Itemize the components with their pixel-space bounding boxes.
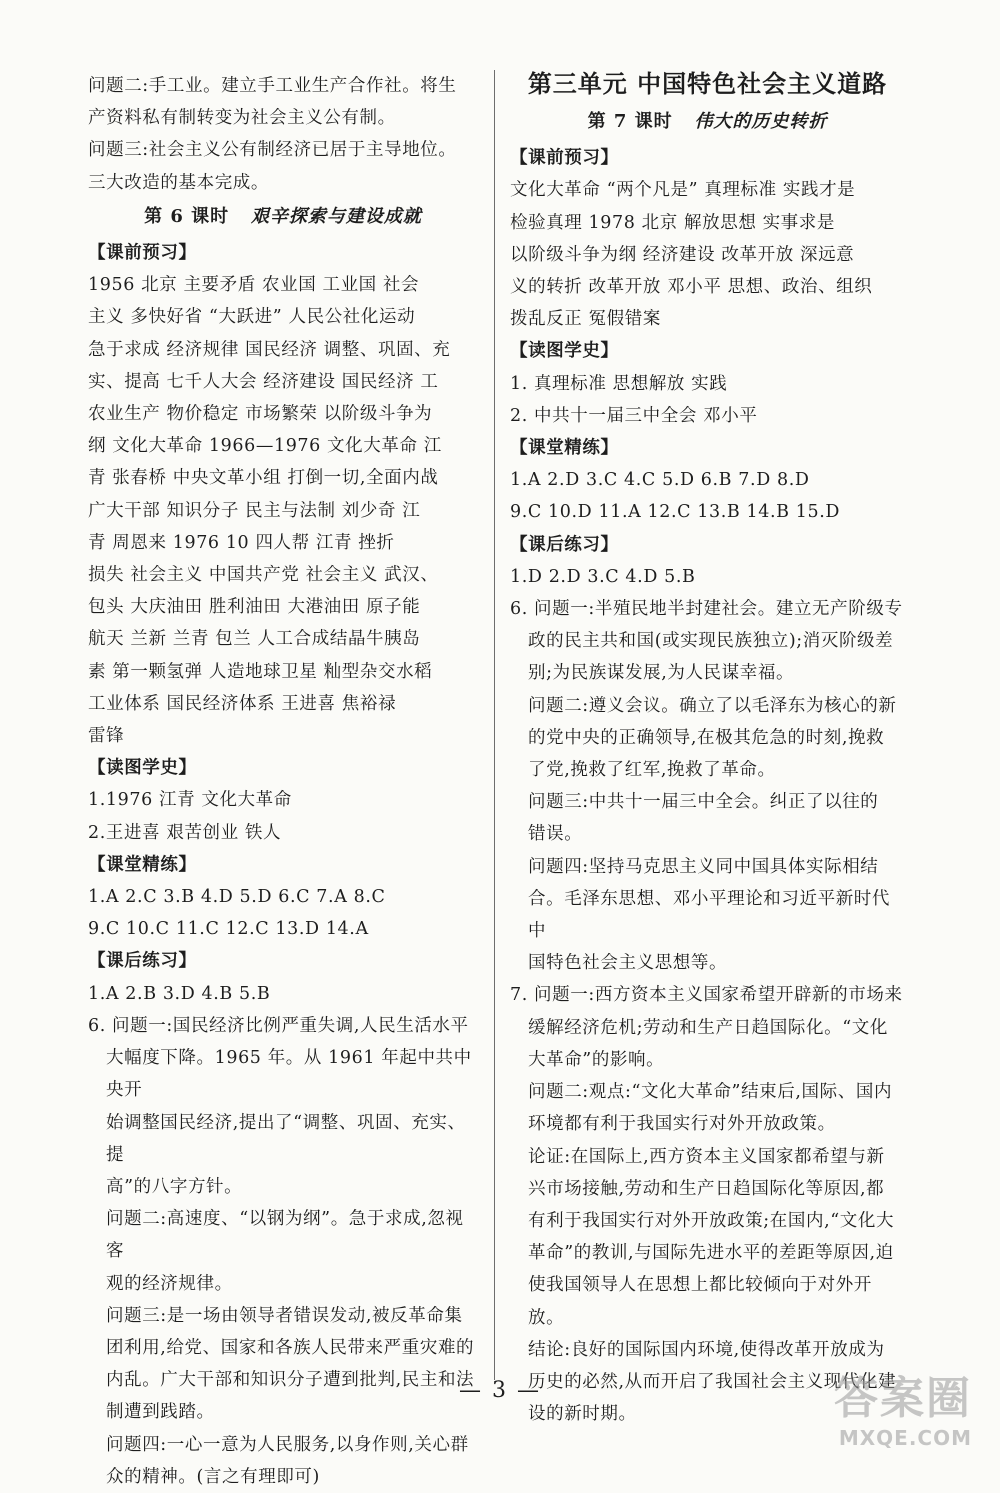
answer-block: [510, 786, 905, 850]
section-line: 急于求成 经济规律 国民经济 调整、巩固、充: [88, 339, 451, 360]
section-line: 检验真理 1978 北京 解放思想 实事求是: [510, 212, 835, 233]
intro-line: 产资料私有制转变为社会主义公有制。: [88, 108, 396, 129]
section-line: 纲 文化大革命 1966—1976 文化大革命 江: [88, 436, 442, 457]
left-sections: [88, 237, 478, 1010]
section-line: 航天 兰新 兰青 包兰 人工合成结晶牛胰岛: [88, 629, 421, 650]
answer-line: 问题三:中共十一届三中全会。纠正了以往的: [528, 792, 879, 813]
answer-block: [510, 979, 905, 1076]
section-line: 实、提高 七千人大会 经济建设 国民经济 工: [88, 371, 439, 392]
section-line: 广大干部 知识分子 民主与法制 刘少奇 江: [88, 500, 421, 521]
unit-title: 第三单元 中国特色社会主义道路: [527, 69, 888, 98]
section-line: 1.A 2.B 3.D 4.B 5.B: [88, 983, 271, 1004]
answer-line: 问题四:坚持马克思主义同中国具体实际相结: [528, 856, 879, 877]
watermark-text: 答案圈: [834, 1373, 972, 1424]
section-line: 包头 大庆油田 胜利油田 大港油田 原子能: [88, 597, 421, 618]
watermark-logo: [828, 1362, 978, 1450]
answer-line: 结论:良好的国际国内环境,使得改革开放成为: [528, 1339, 885, 1360]
section-heading: 【读图学史】: [88, 758, 197, 779]
section-line: 2.王进喜 艰苦创业 铁人: [88, 822, 282, 843]
lesson-7-title: 第 7 课时 伟大的历史转折: [587, 111, 828, 132]
answer-block: [88, 1203, 478, 1300]
answer-line: 了党,挽救了红军,挽救了革命。: [528, 760, 776, 781]
section-line: 青 张春桥 中央文革小组 打倒一切,全面内战: [88, 468, 439, 489]
answer-block: [88, 1300, 478, 1429]
section-heading: 【课后练习】: [510, 534, 619, 555]
section-heading: 【课前预习】: [88, 243, 197, 264]
watermark-url: MXQE.COM: [838, 1426, 972, 1450]
answer-block: [88, 1429, 478, 1493]
answer-line: 问题二:遵义会议。确立了以毛泽东为核心的新: [528, 695, 897, 716]
section-heading: 【课前预习】: [510, 148, 619, 169]
answer-line: 6. 问题一:国民经济比例严重失调,人民生活水平: [88, 1015, 469, 1036]
answer-line: 6. 问题一:半殖民地半封建社会。建立无产阶级专: [510, 599, 903, 620]
section-line: 9.C 10.D 11.A 12.C 13.B 14.B 15.D: [510, 502, 841, 523]
section-line: 主义 多快好省 “大跃进” 人民公社化运动: [88, 307, 416, 328]
section-heading: 【课堂精练】: [88, 854, 197, 875]
answer-line: 问题三:是一场由领导者错误发动,被反革命集: [106, 1305, 463, 1326]
answer-block: [510, 1141, 905, 1334]
section-line: 1. 真理标准 思想解放 实践: [510, 373, 728, 394]
answer-line: 众的精神。(言之有理即可): [106, 1466, 320, 1487]
section-line: 工业体系 国民经济体系 王进喜 焦裕禄: [88, 693, 397, 714]
section-heading: 【课堂精练】: [510, 438, 619, 459]
answer-line: 内乱。广大干部和知识分子遭到批判,民主和法: [106, 1370, 475, 1391]
section-line: 义的转折 改革开放 邓小平 思想、政治、组织: [510, 277, 873, 298]
answer-line: 的党中央的正确领导,在极其危急的时刻,挽救: [528, 727, 885, 748]
answer-line: 环境都有利于我国实行对外开放政策。: [528, 1114, 836, 1135]
answer-line: 兴市场接触,劳动和生产日趋国际化等原因,都: [528, 1178, 885, 1199]
answer-line: 缓解经济危机;劳动和生产日趋国际化。“文化: [528, 1017, 888, 1038]
section-line: 9.C 10.C 11.C 12.C 13.D 14.A: [88, 919, 369, 940]
answer-line: 历史的必然,从而开启了我国社会主义现代化建: [528, 1371, 897, 1392]
answer-line: 始调整国民经济,提出了“调整、巩固、充实、提: [106, 1112, 466, 1165]
section-heading: 【读图学史】: [510, 341, 619, 362]
answer-block: [510, 690, 905, 787]
section-line: 以阶级斗争为纲 经济建设 改革开放 深远意: [510, 244, 855, 265]
left-answers: [88, 1010, 478, 1493]
answer-line: 政的民主共和国(或实现民族独立);消灭阶级差: [528, 631, 894, 652]
answer-line: 设的新时期。: [528, 1404, 637, 1425]
section-line: 素 第一颗氢弹 人造地球卫星 籼型杂交水稻: [88, 661, 433, 682]
left-column: [88, 70, 478, 1493]
answer-line: 问题二:观点:“文化大革命”结束后,国际、国内: [528, 1082, 893, 1103]
intro-line: 三大改造的基本完成。: [88, 172, 269, 193]
answer-block: [510, 593, 905, 690]
answer-line: 错误。: [528, 824, 583, 845]
section-heading: 【课后练习】: [88, 951, 197, 972]
answer-line: 合。毛泽东思想、邓小平理论和习近平新时代中: [528, 888, 890, 942]
section-line: 拨乱反正 冤假错案: [510, 309, 661, 330]
intro-line: 问题三:社会主义公有制经济已居于主导地位。: [88, 140, 457, 161]
left-intro: [88, 70, 478, 199]
section-line: 农业生产 物价稳定 市场繁荣 以阶级斗争为: [88, 404, 433, 425]
answer-line: 论证:在国际上,西方资本主义国家都希望与新: [528, 1146, 885, 1167]
answer-line: 别;为民族谋发展,为人民谋幸福。: [528, 663, 795, 684]
answer-line: 团利用,给党、国家和各族人民带来严重灾难的: [106, 1337, 475, 1358]
page-number: — 3 —: [459, 1378, 541, 1403]
answer-line: 大幅度下降。1965 年。从 1961 年起中共中央开: [106, 1048, 472, 1101]
section-line: 1.A 2.D 3.C 4.C 5.D 6.B 7.D 8.D: [510, 470, 810, 491]
answer-line: 观的经济规律。: [106, 1273, 233, 1294]
answer-line: 使我国领导人在思想上都比较倾向于对外开放。: [528, 1275, 872, 1328]
section-line: 2. 中共十一届三中全会 邓小平: [510, 405, 758, 426]
section-line: 损失 社会主义 中国共产党 社会主义 武汉、: [88, 565, 439, 586]
right-sections: [510, 142, 905, 593]
column-divider: [494, 70, 495, 1380]
answer-line: 高”的八字方针。: [106, 1176, 243, 1197]
answer-line: 问题二:高速度、“以钢为纲”。急于求成,忽视客: [106, 1209, 464, 1262]
answer-block: [88, 1010, 478, 1203]
answer-line: 革命”的教训,与国际先进水平的差距等原因,迫: [528, 1243, 894, 1264]
section-line: 青 周恩来 1976 10 四人帮 江青 挫折: [88, 532, 395, 553]
answer-line: 问题四:一心一意为人民服务,以身作则,关心群: [106, 1434, 469, 1455]
answer-line: 制遭到践踏。: [106, 1402, 215, 1423]
section-line: 1956 北京 主要矛盾 农业国 工业国 社会: [88, 275, 420, 296]
answer-line: 国特色社会主义思想等。: [528, 953, 728, 974]
answer-line: 有利于我国实行对外开放政策;在国内,“文化大: [528, 1210, 895, 1231]
answer-block: [510, 1076, 905, 1140]
answer-line: 7. 问题一:西方资本主义国家希望开辟新的市场来: [510, 985, 903, 1006]
intro-line: 问题二:手工业。建立手工业生产合作社。将生: [88, 76, 457, 96]
section-line: 1.D 2.D 3.C 4.D 5.B: [510, 566, 696, 587]
lesson-6-title: 第 6 课时 艰辛探索与建设成就: [144, 205, 422, 227]
answer-line: 大革命”的影响。: [528, 1049, 665, 1070]
section-line: 文化大革命 “两个凡是” 真理标准 实践才是: [510, 180, 856, 201]
section-line: 雷锋: [88, 726, 125, 747]
section-line: 1.A 2.C 3.B 4.D 5.D 6.C 7.A 8.C: [88, 887, 386, 908]
right-column: [510, 70, 905, 1430]
answer-block: [510, 851, 905, 980]
right-answers: [510, 593, 905, 1430]
section-line: 1.1976 江青 文化大革命: [88, 790, 292, 811]
